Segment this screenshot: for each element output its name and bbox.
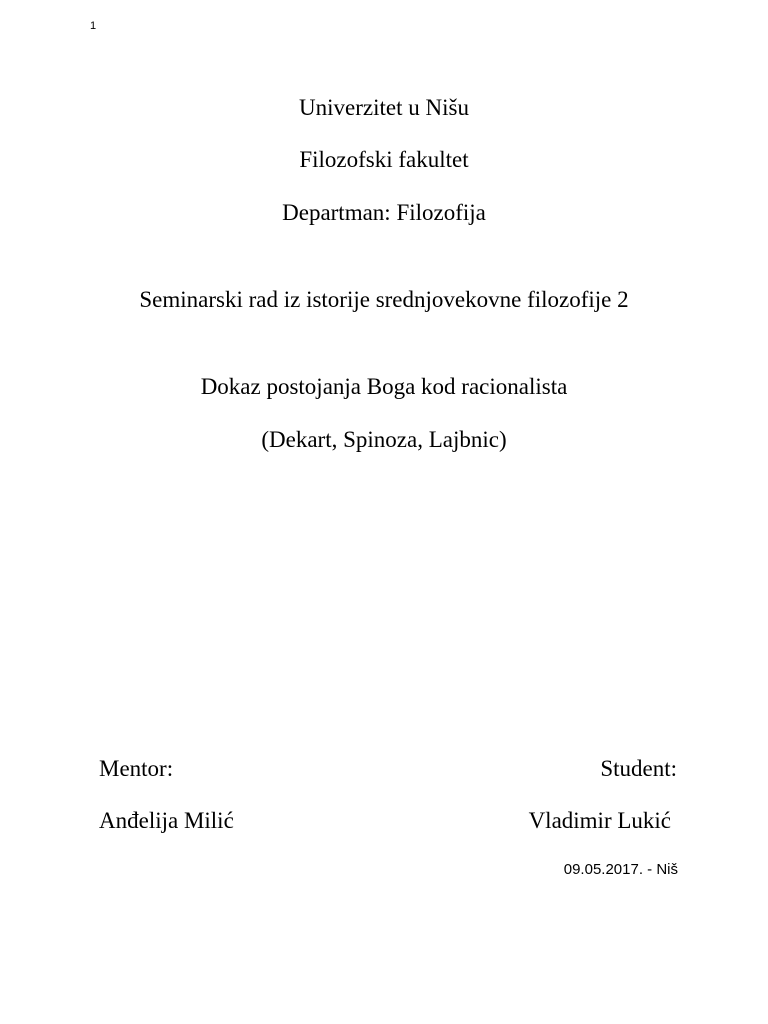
university-name: Univerzitet u Nišu [299,95,469,120]
faculty-name: Filozofski fakultet [299,147,469,172]
mentor-name: Anđelija Milić [99,808,234,833]
paper-type: Seminarski rad iz istorije srednjovekovne filozofije 2 [139,287,629,312]
mentor-label: Mentor: [99,756,174,781]
date-place: 09.05.2017. - Niš [563,861,678,878]
student-label: Student: [600,756,677,781]
paper-title: Dokaz postojanja Boga kod racionalista [200,374,568,399]
department-name: Departman: Filozofija [282,200,486,225]
paper-subtitle: (Dekart, Spinoza, Lajbnic) [261,427,507,452]
student-name: Vladimir Lukić [528,808,671,833]
page-number: 1 [90,20,97,32]
